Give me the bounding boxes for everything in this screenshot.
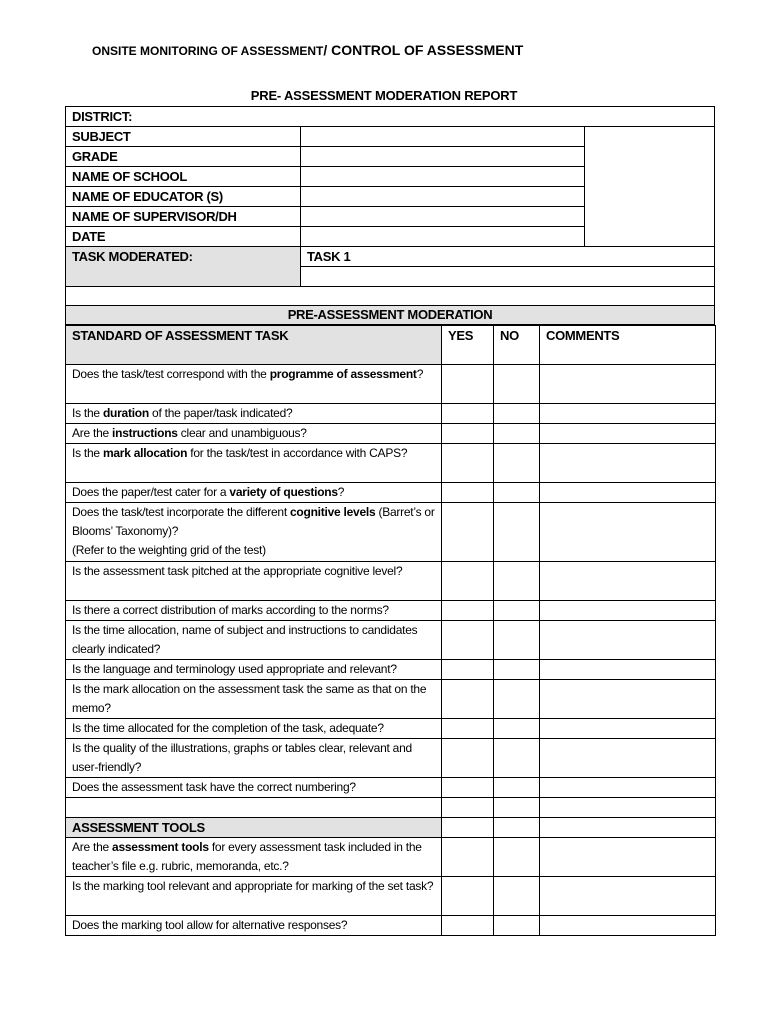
question-row — [66, 680, 716, 719]
moderation-table — [65, 325, 716, 936]
supervisor-label-cell — [65, 206, 301, 227]
question-row — [66, 562, 716, 601]
spacer-cell — [442, 798, 494, 818]
supervisor-field[interactable] — [300, 206, 585, 227]
yes-checkbox-cell[interactable] — [442, 660, 494, 680]
task-value: TASK 1 — [307, 249, 351, 264]
question-text-part: for every assessment task included in the teacher’s file e.g. rubric, memoranda, etc.? — [72, 840, 422, 873]
yes-checkbox-cell[interactable] — [442, 503, 494, 562]
question-text-part: Is the time allocated for the completion of the task, adequate? — [72, 721, 384, 735]
yes-checkbox-cell[interactable] — [442, 838, 494, 877]
yes-checkbox-cell[interactable] — [442, 365, 494, 404]
spacer-cell — [494, 798, 540, 818]
comment-cell[interactable] — [540, 877, 716, 916]
yes-checkbox-cell[interactable] — [442, 739, 494, 778]
stamp-box[interactable] — [584, 126, 715, 247]
no-checkbox-cell[interactable] — [494, 739, 540, 778]
question-text-part: Are the — [72, 426, 113, 440]
grade-label-cell — [65, 146, 301, 167]
question-row — [66, 601, 716, 621]
tools-header-row — [66, 818, 716, 838]
yes-checkbox-cell[interactable] — [442, 483, 494, 503]
question-text — [66, 838, 442, 877]
question-text-part: Is there a correct distribution of marks according to the norms? — [72, 603, 389, 617]
no-checkbox-cell[interactable] — [494, 562, 540, 601]
question-text-part: clear and unambiguous? — [177, 426, 307, 440]
question-text-part: Is the language and terminology used appropriate and relevant? — [72, 662, 397, 676]
yes-checkbox-cell[interactable] — [442, 404, 494, 424]
comment-cell[interactable] — [540, 660, 716, 680]
question-text — [66, 404, 442, 424]
no-checkbox-cell[interactable] — [494, 601, 540, 621]
no-checkbox-cell[interactable] — [494, 404, 540, 424]
question-keyword: variety of questions — [229, 485, 338, 499]
comment-cell[interactable] — [540, 562, 716, 601]
question-text — [66, 739, 442, 778]
question-text-part: (Barret’s or Blooms’ Taxonomy)? — [72, 505, 435, 538]
spacer-cell — [540, 798, 716, 818]
tool-row — [66, 838, 716, 877]
question-row — [66, 660, 716, 680]
question-text — [66, 660, 442, 680]
subject-field[interactable] — [300, 126, 585, 147]
question-text-part: ? — [337, 485, 345, 499]
comment-cell[interactable] — [540, 483, 716, 503]
educator-label: NAME OF EDUCATOR (S) — [72, 189, 223, 204]
no-checkbox-cell[interactable] — [494, 503, 540, 562]
question-text-part: Is the — [72, 406, 103, 420]
no-checkbox-cell[interactable] — [494, 877, 540, 916]
comment-cell[interactable] — [540, 739, 716, 778]
yes-checkbox-cell[interactable] — [442, 680, 494, 719]
question-text-part: Is the marking tool relevant and appropriate for marking of the set task? — [72, 879, 434, 893]
question-text-part: for the task/test in accordance with CAPS? — [187, 446, 408, 460]
tools-header-blank — [540, 818, 716, 838]
subject-label-cell — [65, 126, 301, 147]
question-row — [66, 483, 716, 503]
question-text-part: ? — [416, 367, 424, 381]
no-header: NO — [494, 326, 540, 365]
comment-cell[interactable] — [540, 680, 716, 719]
question-text-part: Does the marking tool allow for alternative responses? — [72, 918, 348, 932]
question-text-part: Is the assessment task pitched at the appropriate cognitive level? — [72, 564, 403, 578]
question-row — [66, 503, 716, 562]
yes-checkbox-cell[interactable] — [442, 778, 494, 798]
task-extra-cell[interactable] — [300, 266, 715, 287]
no-checkbox-cell[interactable] — [494, 483, 540, 503]
tool-row — [66, 877, 716, 916]
comment-cell[interactable] — [540, 778, 716, 798]
standard-header: STANDARD OF ASSESSMENT TASK — [66, 326, 442, 365]
question-row — [66, 424, 716, 444]
comment-cell[interactable] — [540, 404, 716, 424]
section-title: PRE-ASSESSMENT MODERATION — [287, 307, 493, 322]
yes-checkbox-cell[interactable] — [442, 719, 494, 739]
yes-checkbox-cell[interactable] — [442, 424, 494, 444]
question-row — [66, 778, 716, 798]
no-checkbox-cell[interactable] — [494, 365, 540, 404]
question-text — [66, 503, 442, 562]
question-text — [66, 916, 442, 936]
date-field[interactable] — [300, 226, 585, 247]
yes-checkbox-cell[interactable] — [442, 621, 494, 660]
yes-checkbox-cell[interactable] — [442, 562, 494, 601]
question-text — [66, 778, 442, 798]
question-text — [66, 877, 442, 916]
question-text-part: Does the task/test incorporate the different — [72, 505, 290, 519]
no-checkbox-cell[interactable] — [494, 680, 540, 719]
question-text — [66, 444, 442, 483]
header-prefix: ONSITE MONITORING OF ASSESSMENT — [92, 44, 324, 58]
question-text-part: Is the quality of the illustrations, graphs or tables clear, relevant and user-friendly? — [72, 741, 412, 774]
tools-header-blank — [442, 818, 494, 838]
school-label: NAME OF SCHOOL — [72, 169, 187, 184]
comment-cell[interactable] — [540, 424, 716, 444]
header-suffix: / CONTROL OF ASSESSMENT — [323, 42, 524, 58]
question-note: (Refer to the weighting grid of the test) — [72, 543, 266, 557]
no-checkbox-cell[interactable] — [494, 444, 540, 483]
comment-cell[interactable] — [540, 916, 716, 936]
comment-cell[interactable] — [540, 621, 716, 660]
question-text-part: Does the paper/test cater for a — [72, 485, 230, 499]
school-label-cell — [65, 166, 301, 187]
subject-label: SUBJECT — [72, 129, 131, 144]
question-text — [66, 621, 442, 660]
no-checkbox-cell[interactable] — [494, 424, 540, 444]
question-text — [66, 680, 442, 719]
question-text-part: Is the time allocation, name of subject and instructions to candidates clearly indicated? — [72, 623, 418, 656]
comment-cell[interactable] — [540, 601, 716, 621]
question-text-part: of the paper/task indicated? — [148, 406, 293, 420]
question-text-part: Is the — [72, 446, 103, 460]
district-label: DISTRICT: — [72, 109, 133, 124]
section-title-cell — [65, 305, 715, 325]
comments-header: COMMENTS — [540, 326, 716, 365]
question-row — [66, 621, 716, 660]
question-text — [66, 424, 442, 444]
column-header-row — [66, 326, 716, 365]
no-checkbox-cell[interactable] — [494, 719, 540, 739]
question-text — [66, 719, 442, 739]
comment-cell[interactable] — [540, 444, 716, 483]
yes-checkbox-cell[interactable] — [442, 877, 494, 916]
question-row — [66, 404, 716, 424]
question-row — [66, 719, 716, 739]
no-checkbox-cell[interactable] — [494, 621, 540, 660]
comment-cell[interactable] — [540, 503, 716, 562]
question-text — [66, 562, 442, 601]
no-checkbox-cell[interactable] — [494, 660, 540, 680]
educator-label-cell — [65, 186, 301, 207]
question-keyword: cognitive levels — [290, 505, 376, 519]
yes-checkbox-cell[interactable] — [442, 444, 494, 483]
yes-checkbox-cell[interactable] — [442, 601, 494, 621]
question-keyword: assessment tools — [112, 840, 209, 854]
question-text — [66, 601, 442, 621]
grade-label: GRADE — [72, 149, 118, 164]
comment-cell[interactable] — [540, 838, 716, 877]
date-label-cell — [65, 226, 301, 247]
spacer-cell — [66, 798, 442, 818]
question-text — [66, 365, 442, 404]
question-text-part: Are the — [72, 840, 113, 854]
school-field[interactable] — [300, 166, 585, 187]
question-text-part: Is the mark allocation on the assessment task the same as that on the memo? — [72, 682, 427, 715]
no-checkbox-cell[interactable] — [494, 778, 540, 798]
question-text-part: Does the assessment task have the correct numbering? — [72, 780, 356, 794]
educator-field[interactable] — [300, 186, 585, 207]
task-value-cell[interactable] — [300, 246, 715, 267]
supervisor-label: NAME OF SUPERVISOR/DH — [72, 209, 237, 224]
yes-checkbox-cell[interactable] — [442, 916, 494, 936]
question-keyword: instructions — [112, 426, 178, 440]
no-checkbox-cell[interactable] — [494, 916, 540, 936]
yes-header: YES — [442, 326, 494, 365]
document-header — [92, 42, 523, 58]
tool-row — [66, 916, 716, 936]
question-keyword: programme of assessment — [269, 367, 417, 381]
comment-cell[interactable] — [540, 719, 716, 739]
question-keyword: duration — [102, 406, 149, 420]
task-label-cell — [65, 246, 301, 287]
spacer-row — [66, 798, 716, 818]
comment-cell[interactable] — [540, 365, 716, 404]
date-label: DATE — [72, 229, 106, 244]
tools-header-blank — [494, 818, 540, 838]
question-row — [66, 365, 716, 404]
question-text-part: Does the task/test correspond with the — [72, 367, 270, 381]
question-row — [66, 739, 716, 778]
no-checkbox-cell[interactable] — [494, 838, 540, 877]
district-row — [65, 106, 715, 127]
question-row — [66, 444, 716, 483]
report-title: PRE- ASSESSMENT MODERATION REPORT — [250, 88, 518, 103]
question-keyword: mark allocation — [102, 446, 188, 460]
grade-field[interactable] — [300, 146, 585, 167]
blank-row — [65, 286, 715, 306]
tools-title: ASSESSMENT TOOLS — [66, 818, 442, 838]
task-label: TASK MODERATED: — [72, 249, 193, 264]
question-text — [66, 483, 442, 503]
